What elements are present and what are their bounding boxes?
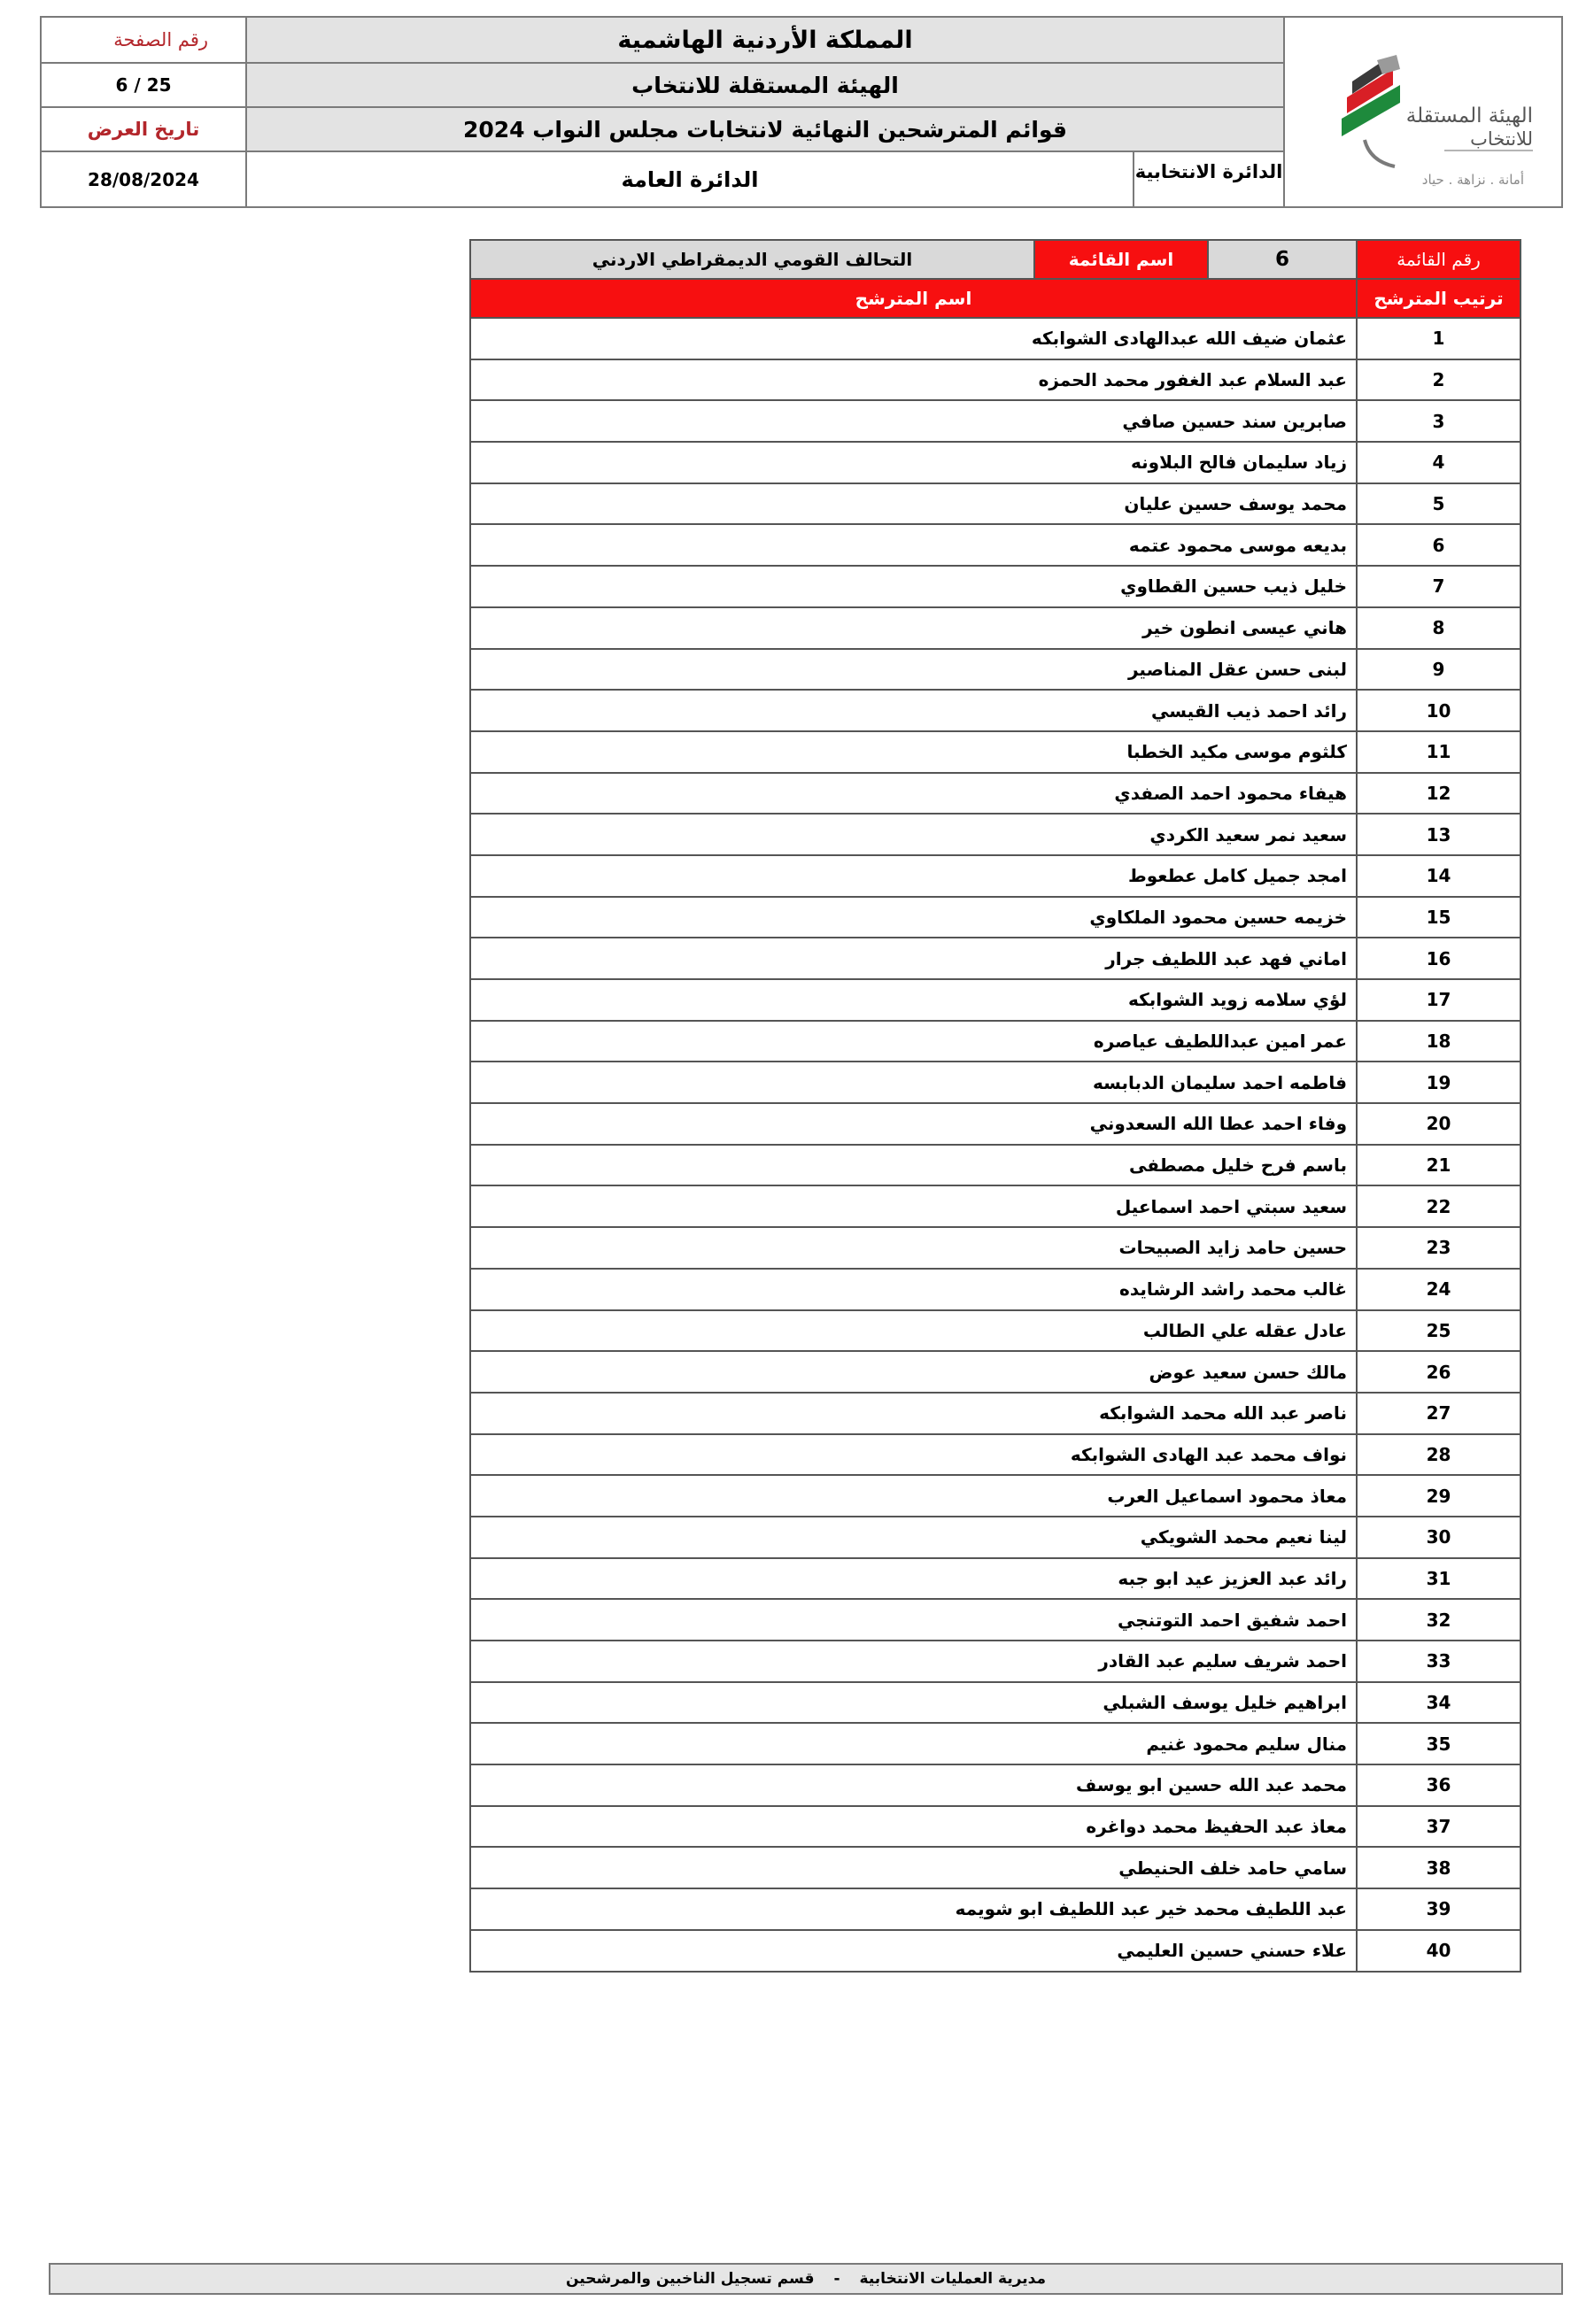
candidate-name: عمر امين عبداللطيف عياصره [470, 1021, 1357, 1062]
document-header [40, 16, 1563, 208]
candidate-name: فاطمه احمد سليمان الدبابسه [470, 1062, 1357, 1103]
candidate-name: حسين حامد زايد الصبيحات [470, 1227, 1357, 1269]
table-row [470, 483, 1520, 525]
table-row [470, 938, 1520, 979]
candidate-rank: 17 [1357, 979, 1520, 1021]
candidate-name: ابراهيم خليل يوسف الشبلي [470, 1682, 1357, 1724]
candidate-name: محمد عبد الله حسين ابو يوسف [470, 1764, 1357, 1806]
candidate-name: منال سليم محمود غنيم [470, 1723, 1357, 1764]
candidate-rank: 27 [1357, 1393, 1520, 1434]
footer-directorate: مديرية العمليات الانتخابية [859, 2270, 1047, 2288]
candidate-rank: 11 [1357, 731, 1520, 773]
table-row [470, 1062, 1520, 1103]
name-column-header: اسم المترشح [470, 279, 1357, 318]
table-row [470, 442, 1520, 483]
candidate-name: زياد سليمان فالح البلاونه [470, 442, 1357, 483]
table-row [470, 524, 1520, 566]
candidate-rank: 33 [1357, 1641, 1520, 1682]
candidate-rank: 23 [1357, 1227, 1520, 1269]
candidate-rank: 3 [1357, 400, 1520, 442]
list-number-value: 6 [1208, 240, 1357, 279]
candidate-name: عبد اللطيف محمد خير عبد اللطيف ابو شويمه [470, 1888, 1357, 1930]
candidate-rank: 4 [1357, 442, 1520, 483]
table-row [470, 1682, 1520, 1724]
candidate-name: رائد عبد العزيز عيد ابو جبه [470, 1558, 1357, 1600]
candidate-name: علاء حسني حسين العليمي [470, 1930, 1357, 1972]
page-footer [49, 2263, 1563, 2295]
candidate-rank: 31 [1357, 1558, 1520, 1600]
candidate-rank: 40 [1357, 1930, 1520, 1972]
page-number-label: رقم الصفحة [113, 29, 208, 50]
footer-separator: - [833, 2270, 840, 2288]
table-row [470, 1351, 1520, 1393]
footer-department: قسم تسجيل الناخبين والمرشحين [566, 2270, 815, 2288]
table-row [470, 1021, 1520, 1062]
candidate-rank: 8 [1357, 607, 1520, 649]
table-row [470, 814, 1520, 855]
candidate-name: خزيمه حسين محمود الملكاوي [470, 897, 1357, 938]
table-row [470, 1641, 1520, 1682]
list-info-row [470, 240, 1520, 279]
district-label: الدائرة الانتخابية [1133, 152, 1283, 206]
candidate-name: نواف محمد عبد الهادى الشوابكه [470, 1434, 1357, 1476]
table-row [470, 1517, 1520, 1558]
candidate-name: عثمان ضيف الله عبدالهادى الشوابكه [470, 318, 1357, 359]
list-number-label: رقم القائمة [1357, 240, 1520, 279]
candidate-name: سامي حامد خلف الحنيطي [470, 1847, 1357, 1888]
table-row [470, 1393, 1520, 1434]
candidate-rank: 34 [1357, 1682, 1520, 1724]
candidate-name: لينا نعيم محمد الشويكي [470, 1517, 1357, 1558]
table-row [470, 690, 1520, 731]
list-name-label: اسم القائمة [1034, 240, 1208, 279]
candidate-name: عادل عقله علي الطالب [470, 1310, 1357, 1352]
logo-name-line1: الهيئة المستقلة [1405, 104, 1533, 127]
candidate-name: امجد جميل كامل عطعوط [470, 855, 1357, 897]
candidate-rank: 16 [1357, 938, 1520, 979]
commission-logo [1283, 18, 1561, 206]
candidate-rank: 7 [1357, 566, 1520, 607]
candidate-name: سعيد نمر سعيد الكردي [470, 814, 1357, 855]
candidate-name: لؤي سلامه زويد الشوابكه [470, 979, 1357, 1021]
candidate-name: سعيد سبتي احمد اسماعيل [470, 1185, 1357, 1227]
rank-column-header: ترتيب المترشح [1357, 279, 1520, 318]
candidate-rank: 39 [1357, 1888, 1520, 1930]
candidate-rank: 26 [1357, 1351, 1520, 1393]
candidate-rank: 38 [1357, 1847, 1520, 1888]
table-row [470, 1145, 1520, 1186]
table-row [470, 1434, 1520, 1476]
iec-logo-emblem [1312, 37, 1542, 188]
candidate-name: وفاء احمد عطا الله السعدوني [470, 1103, 1357, 1145]
candidate-rank: 30 [1357, 1517, 1520, 1558]
candidate-rank: 14 [1357, 855, 1520, 897]
candidate-rank: 35 [1357, 1723, 1520, 1764]
table-row [470, 318, 1520, 359]
candidate-list-table [469, 239, 1521, 1973]
table-row [470, 1764, 1520, 1806]
table-row [470, 1475, 1520, 1517]
candidate-name: عبد السلام عبد الغفور محمد الحمزه [470, 359, 1357, 401]
candidate-name: احمد شفيق احمد التوتنجي [470, 1599, 1357, 1641]
table-row [470, 1930, 1520, 1972]
candidate-rank: 19 [1357, 1062, 1520, 1103]
candidate-name: ناصر عبد الله محمد الشوابكه [470, 1393, 1357, 1434]
table-row [470, 566, 1520, 607]
candidate-rank: 10 [1357, 690, 1520, 731]
candidate-rank: 25 [1357, 1310, 1520, 1352]
table-row [470, 1888, 1520, 1930]
candidate-rank: 37 [1357, 1806, 1520, 1848]
candidate-rank: 36 [1357, 1764, 1520, 1806]
candidate-rank: 2 [1357, 359, 1520, 401]
candidate-rank: 24 [1357, 1269, 1520, 1310]
candidate-rank: 6 [1357, 524, 1520, 566]
table-row [470, 773, 1520, 815]
candidate-name: خليل ذيب حسين القطاوي [470, 566, 1357, 607]
table-row [470, 649, 1520, 691]
candidate-rank: 13 [1357, 814, 1520, 855]
candidate-name: باسم فرح خليل مصطفى [470, 1145, 1357, 1186]
candidate-rank: 21 [1357, 1145, 1520, 1186]
candidate-name: مالك حسن سعيد عوض [470, 1351, 1357, 1393]
table-row [470, 855, 1520, 897]
display-date-value: 28/08/2024 [42, 152, 247, 206]
display-date-label: تاريخ العرض [42, 108, 247, 152]
district-value: الدائرة العامة [621, 166, 759, 192]
candidate-rank: 15 [1357, 897, 1520, 938]
candidate-rank: 22 [1357, 1185, 1520, 1227]
candidate-rank: 28 [1357, 1434, 1520, 1476]
table-row [470, 359, 1520, 401]
table-row [470, 1806, 1520, 1848]
table-row [470, 897, 1520, 938]
candidate-rank: 32 [1357, 1599, 1520, 1641]
candidate-name: صابرين سند حسين صافي [470, 400, 1357, 442]
table-row [470, 1103, 1520, 1145]
column-header-row [470, 279, 1520, 318]
table-row [470, 731, 1520, 773]
candidate-name: معاذ محمود اسماعيل العرب [470, 1475, 1357, 1517]
commission-title: الهيئة المستقلة للانتخاب [247, 64, 1283, 108]
table-row [470, 1847, 1520, 1888]
candidate-rank: 1 [1357, 318, 1520, 359]
table-row [470, 1558, 1520, 1600]
table-row [470, 1269, 1520, 1310]
kingdom-title: المملكة الأردنية الهاشمية [247, 18, 1283, 64]
candidate-name: هاني عيسى انطون خير [470, 607, 1357, 649]
table-row [470, 1310, 1520, 1352]
candidate-name: بديعه موسى محمود عتمه [470, 524, 1357, 566]
page-number-value: 6 / 25 [42, 64, 247, 108]
table-row [470, 979, 1520, 1021]
candidate-name: اماني فهد عبد اللطيف جرار [470, 938, 1357, 979]
table-row [470, 1227, 1520, 1269]
candidate-rank: 9 [1357, 649, 1520, 691]
candidate-rank: 18 [1357, 1021, 1520, 1062]
candidate-rank: 29 [1357, 1475, 1520, 1517]
candidate-rank: 12 [1357, 773, 1520, 815]
candidate-name: غالب محمد راشد الرشايده [470, 1269, 1357, 1310]
table-row [470, 400, 1520, 442]
table-row [470, 1185, 1520, 1227]
candidate-name: محمد يوسف حسين عليان [470, 483, 1357, 525]
candidate-name: معاذ عبد الحفيظ محمد دواغره [470, 1806, 1357, 1848]
table-row [470, 1723, 1520, 1764]
document-title: قوائم المترشحين النهائية لانتخابات مجلس النواب 2024 [247, 108, 1283, 152]
candidate-rank: 20 [1357, 1103, 1520, 1145]
candidate-name: احمد شريف سليم عبد القادر [470, 1641, 1357, 1682]
logo-name-line2: للانتخاب [1470, 128, 1533, 150]
candidate-name: لبنى حسن عقل المناصير [470, 649, 1357, 691]
logo-tagline: أمانة . نزاهة . حياد [1421, 172, 1524, 188]
candidate-name: كلثوم موسى مكيد الخطبا [470, 731, 1357, 773]
candidate-name: رائد احمد ذيب القيسي [470, 690, 1357, 731]
table-row [470, 1599, 1520, 1641]
candidate-rank: 5 [1357, 483, 1520, 525]
list-name-value: التحالف القومي الديمقراطي الاردني [470, 240, 1034, 279]
candidate-name: هيفاء محمود احمد الصفدي [470, 773, 1357, 815]
table-row [470, 607, 1520, 649]
